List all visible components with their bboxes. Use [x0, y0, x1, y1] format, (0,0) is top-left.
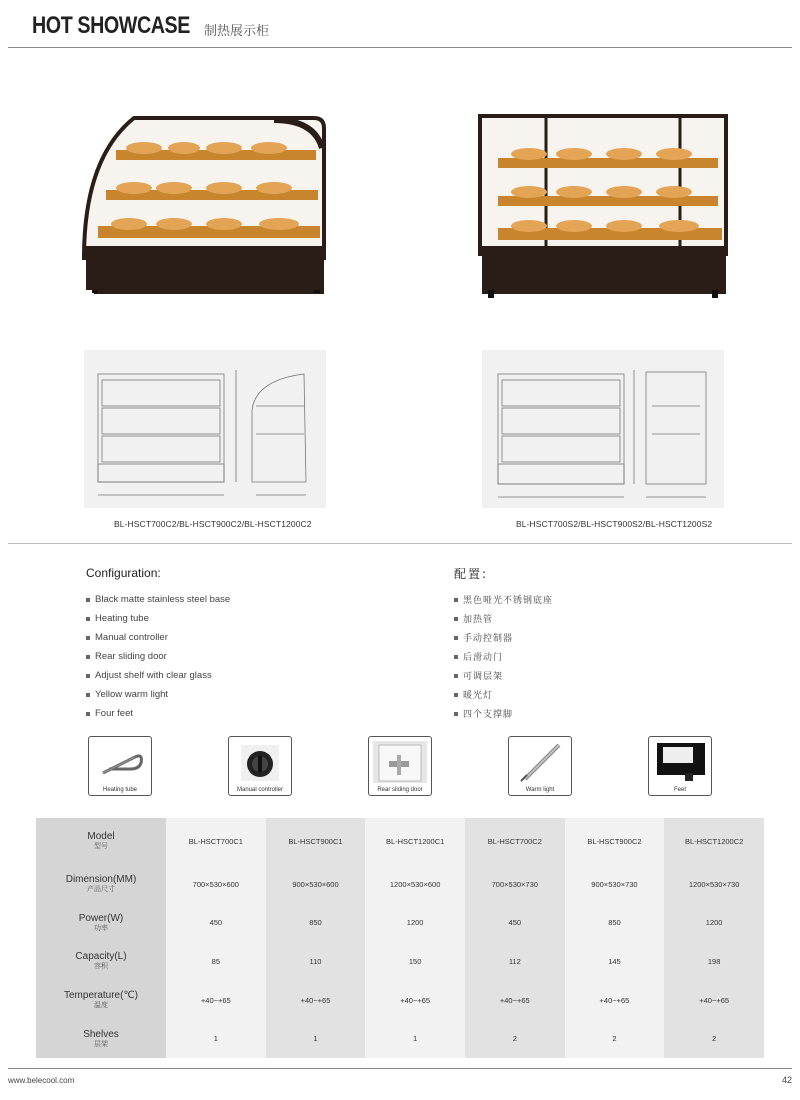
table-cell: 900×530×600	[266, 865, 366, 904]
model-caption-curved: BL-HSCT700C2/BL-HSCT900C2/BL-HSCT1200C2	[114, 519, 312, 529]
section-divider	[8, 543, 792, 544]
table-cell: 145	[565, 942, 665, 981]
accessory-heating-tube: Heating tube	[88, 736, 152, 796]
table-row	[36, 1019, 764, 1058]
config-item: Four feet	[86, 704, 230, 723]
bullet-icon	[454, 598, 458, 602]
table-cell: 150	[365, 942, 465, 981]
feet-icon	[649, 737, 711, 785]
bullet-icon	[86, 674, 90, 678]
row-label: Shelves 层架	[36, 1019, 166, 1058]
config-item: Adjust shelf with clear glass	[86, 666, 230, 685]
table-cell: 700×530×730	[465, 865, 565, 904]
sliding-door-icon	[369, 737, 431, 785]
configuration-list	[86, 590, 230, 723]
table-row	[36, 865, 764, 904]
bullet-icon	[86, 617, 90, 621]
accessory-manual-controller: Manual controller	[228, 736, 292, 796]
bullet-icon	[454, 636, 458, 640]
table-cell: +40~+65	[365, 981, 465, 1020]
footer-divider	[8, 1068, 792, 1069]
bullet-icon	[86, 712, 90, 716]
table-cell: BL-HSCT900C1	[266, 818, 366, 865]
product-photo-curved	[74, 108, 334, 308]
table-cell: 2	[565, 1019, 665, 1058]
table-cell: 1200	[365, 904, 465, 943]
page-header	[0, 0, 800, 48]
controller-knob-icon	[229, 737, 291, 785]
bullet-icon	[454, 693, 458, 697]
accessory-rear-sliding-door: Rear sliding door	[368, 736, 432, 796]
table-cell: 900×530×730	[565, 865, 665, 904]
table-cell: BL-HSCT700C1	[166, 818, 266, 865]
config-item-cn: 加热管	[454, 609, 553, 628]
configuration-list-cn	[454, 590, 553, 723]
table-cell: 1200	[664, 904, 764, 943]
bullet-icon	[454, 617, 458, 621]
model-caption-straight: BL-HSCT700S2/BL-HSCT900S2/BL-HSCT1200S2	[516, 519, 713, 529]
bullet-icon	[454, 674, 458, 678]
bullet-icon	[86, 655, 90, 659]
bullet-icon	[86, 636, 90, 640]
table-row	[36, 942, 764, 981]
table-cell: BL-HSCT700C2	[465, 818, 565, 865]
table-cell: BL-HSCT900C2	[565, 818, 665, 865]
table-cell: 1200×530×600	[365, 865, 465, 904]
table-cell: 450	[465, 904, 565, 943]
table-cell: 2	[664, 1019, 764, 1058]
bullet-icon	[86, 598, 90, 602]
technical-drawing-straight	[482, 350, 724, 508]
table-cell: 1200×530×730	[664, 865, 764, 904]
table-cell: BL-HSCT1200C2	[664, 818, 764, 865]
table-cell: 85	[166, 942, 266, 981]
config-item: Rear sliding door	[86, 647, 230, 666]
config-item-cn: 可调层架	[454, 666, 553, 685]
header-divider	[8, 47, 792, 48]
table-cell: 1	[266, 1019, 366, 1058]
page-title-cn: 制热展示柜	[204, 24, 270, 39]
row-label: Dimension(MM) 产品尺寸	[36, 865, 166, 904]
config-item-cn: 暖光灯	[454, 685, 553, 704]
accessory-warm-light: Warm light	[508, 736, 572, 796]
table-row	[36, 981, 764, 1020]
config-item: Manual controller	[86, 628, 230, 647]
table-cell: 1	[166, 1019, 266, 1058]
table-cell: 112	[465, 942, 565, 981]
specification-table	[36, 818, 764, 1058]
config-item-cn: 后滑动门	[454, 647, 553, 666]
table-cell: 850	[565, 904, 665, 943]
table-cell: +40~+65	[266, 981, 366, 1020]
table-cell: 850	[266, 904, 366, 943]
table-cell: 110	[266, 942, 366, 981]
heating-tube-icon	[89, 737, 151, 785]
config-item-cn: 手动控制器	[454, 628, 553, 647]
warm-light-icon	[509, 737, 571, 785]
row-label: Capacity(L) 容积	[36, 942, 166, 981]
configuration-title: Configuration:	[86, 566, 161, 580]
table-cell: 2	[465, 1019, 565, 1058]
bullet-icon	[454, 712, 458, 716]
table-cell: +40~+65	[465, 981, 565, 1020]
row-label: Temperature(℃) 温度	[36, 981, 166, 1020]
bullet-icon	[454, 655, 458, 659]
product-photo-straight	[474, 108, 734, 308]
configuration-title-cn: 配置:	[454, 567, 489, 581]
technical-drawing-curved	[84, 350, 326, 508]
page-title: HOT SHOWCASE	[32, 12, 190, 39]
website-link[interactable]: www.belecool.com	[8, 1076, 75, 1085]
bullet-icon	[86, 693, 90, 697]
table-cell: 198	[664, 942, 764, 981]
table-row	[36, 818, 764, 865]
table-cell: 450	[166, 904, 266, 943]
table-cell: 1	[365, 1019, 465, 1058]
page-number: 42	[781, 1075, 792, 1085]
table-cell: +40~+65	[166, 981, 266, 1020]
row-label: Power(W) 功率	[36, 904, 166, 943]
table-cell: BL-HSCT1200C1	[365, 818, 465, 865]
table-cell: +40~+65	[664, 981, 764, 1020]
table-cell: 700×530×600	[166, 865, 266, 904]
accessory-feet: Feet	[648, 736, 712, 796]
config-item: Black matte stainless steel base	[86, 590, 230, 609]
config-item-cn: 黑色哑光不锈钢底座	[454, 590, 553, 609]
config-item: Heating tube	[86, 609, 230, 628]
table-cell: +40~+65	[565, 981, 665, 1020]
table-row	[36, 904, 764, 943]
config-item: Yellow warm light	[86, 685, 230, 704]
row-label: Model 型号	[36, 818, 166, 865]
config-item-cn: 四个支撑脚	[454, 704, 553, 723]
